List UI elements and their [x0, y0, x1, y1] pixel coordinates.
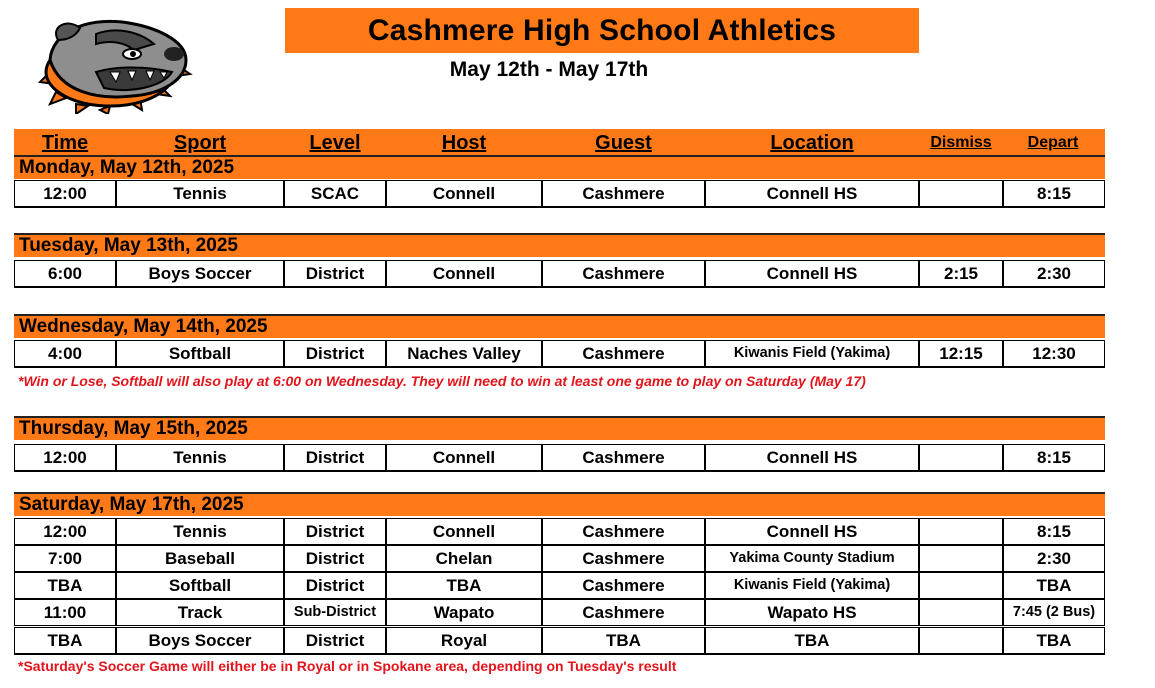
column-header-level: Level [309, 132, 361, 154]
cell-depart: 8:15 [1036, 522, 1072, 541]
cell-time: 12:00 [15, 445, 117, 470]
cell-host: Connell [387, 181, 543, 206]
cell-dismiss: 2:15 [920, 261, 1004, 286]
cell-level: District [285, 546, 387, 571]
cell-location: Connell HS [706, 181, 920, 206]
day-header-saturday [14, 492, 1105, 516]
cell-time: 4:00 [15, 341, 117, 366]
softball-note: *Win or Lose, Softball will also play at 6:00 on Wednesday. They will need to win at least one game to play on Saturday (May 17) [18, 373, 866, 389]
cell-time: 11:00 [15, 600, 117, 625]
bulldog-mascot-icon [36, 14, 196, 114]
cell-time: TBA [15, 573, 117, 598]
day-label: Tuesday, May 13th, 2025 [19, 235, 238, 256]
cell-sport: Boys Soccer [117, 628, 285, 653]
cell-level: SCAC [285, 181, 387, 206]
cell-depart: TBA [1036, 631, 1072, 650]
cell-host: Connell [387, 519, 543, 544]
cell-time: 12:00 [15, 519, 117, 544]
cell-depart: 8:15 [1036, 184, 1072, 203]
cell-guest: Cashmere [543, 261, 706, 286]
date-range-subtitle: May 12th - May 17th [449, 58, 649, 81]
cell-depart: 12:30 [1032, 344, 1076, 363]
cell-dismiss [920, 600, 1004, 625]
day-header-thursday [14, 416, 1105, 440]
cell-guest: Cashmere [543, 546, 706, 571]
column-header-depart: Depart [1027, 134, 1079, 151]
cell-depart: TBA [1036, 576, 1072, 595]
table-row [14, 518, 1105, 545]
cell-host: Naches Valley [387, 341, 543, 366]
cell-host: Royal [387, 628, 543, 653]
table-row [14, 572, 1105, 599]
cell-sport: Softball [117, 341, 285, 366]
cell-dismiss [920, 546, 1004, 571]
day-label: Thursday, May 15th, 2025 [19, 418, 248, 439]
cell-sport: Softball [117, 573, 285, 598]
cell-dismiss: 12:15 [920, 341, 1004, 366]
cell-level: District [285, 261, 387, 286]
cell-depart: 7:45 (2 Bus) [1012, 604, 1096, 620]
cell-sport: Tennis [117, 181, 285, 206]
cell-host: TBA [387, 573, 543, 598]
cell-location: TBA [706, 628, 920, 653]
cell-time: 6:00 [15, 261, 117, 286]
table-row [14, 627, 1105, 655]
page-title-text: Cashmere High School Athletics [367, 13, 837, 47]
table-row [14, 180, 1105, 208]
cell-location: Connell HS [706, 261, 920, 286]
cell-depart: 2:30 [1036, 264, 1072, 283]
table-row [14, 599, 1105, 626]
table-row [14, 545, 1105, 572]
cell-host: Connell [387, 445, 543, 470]
cell-level: District [285, 628, 387, 653]
table-row [14, 260, 1105, 288]
cell-sport: Baseball [117, 546, 285, 571]
cell-location: Connell HS [706, 445, 920, 470]
cell-dismiss [920, 628, 1004, 653]
cell-guest: Cashmere [543, 519, 706, 544]
cell-guest: Cashmere [543, 600, 706, 625]
cell-host: Wapato [387, 600, 543, 625]
cell-guest: Cashmere [543, 181, 706, 206]
day-label: Saturday, May 17th, 2025 [19, 494, 244, 515]
cell-dismiss [920, 445, 1004, 470]
page-title [285, 8, 919, 53]
cell-sport: Tennis [117, 445, 285, 470]
soccer-note: *Saturday's Soccer Game will either be in Royal or in Spokane area, depending on Tuesday's result [18, 658, 677, 674]
column-header-location: Location [770, 132, 854, 154]
cell-sport: Boys Soccer [117, 261, 285, 286]
table-row [14, 340, 1105, 368]
column-header-time: Time [41, 132, 89, 154]
cell-level: District [285, 445, 387, 470]
cell-sport: Track [117, 600, 285, 625]
column-header-dismiss: Dismiss [930, 134, 992, 151]
cell-guest: Cashmere [543, 341, 706, 366]
cell-host: Connell [387, 261, 543, 286]
cell-guest: Cashmere [543, 573, 706, 598]
column-header-row [14, 129, 1105, 155]
cell-dismiss [920, 573, 1004, 598]
table-row [14, 444, 1105, 472]
cell-guest: Cashmere [543, 445, 706, 470]
cell-depart: 8:15 [1036, 448, 1072, 467]
cell-dismiss [920, 181, 1004, 206]
cell-dismiss [920, 519, 1004, 544]
day-label: Monday, May 12th, 2025 [19, 157, 235, 178]
cell-location: Kiwanis Field (Yakima) [706, 341, 920, 366]
cell-location: Connell HS [706, 519, 920, 544]
cell-level: Sub-District [285, 600, 387, 625]
cell-location: Wapato HS [706, 600, 920, 625]
day-header-wednesday [14, 314, 1105, 338]
cell-time: 12:00 [15, 181, 117, 206]
cell-level: District [285, 519, 387, 544]
day-header-monday [14, 155, 1105, 179]
column-header-host: Host [441, 132, 487, 154]
column-header-sport: Sport [173, 132, 227, 154]
cell-time: TBA [15, 628, 117, 653]
cell-time: 7:00 [15, 546, 117, 571]
cell-depart: 2:30 [1036, 549, 1072, 568]
day-header-tuesday [14, 233, 1105, 257]
cell-level: District [285, 341, 387, 366]
day-label: Wednesday, May 14th, 2025 [19, 316, 268, 337]
cell-guest: TBA [543, 628, 706, 653]
cell-level: District [285, 573, 387, 598]
cell-sport: Tennis [117, 519, 285, 544]
column-header-guest: Guest [595, 132, 652, 154]
cell-location: Kiwanis Field (Yakima) [706, 573, 920, 598]
cell-host: Chelan [387, 546, 543, 571]
cell-location: Yakima County Stadium [706, 546, 920, 571]
